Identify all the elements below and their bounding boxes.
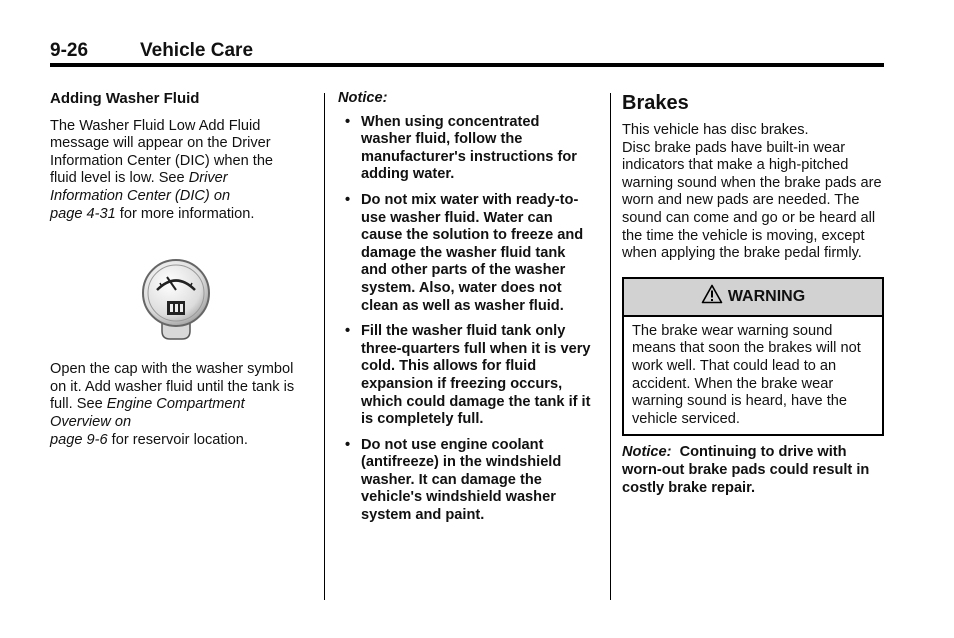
column-washer-fluid bbox=[50, 90, 300, 449]
warning-triangle-icon bbox=[701, 284, 723, 304]
open-cap-paragraph: Open the cap with the washer symbol on it. Add washer fluid until the tank is full. See Engine Compartment Overview on page 9-6 for reservoir location. bbox=[50, 361, 295, 448]
brakes-heading: Brakes bbox=[622, 92, 689, 114]
page-number: 9-26 bbox=[50, 40, 89, 61]
dic-link[interactable]: Driver Information Center (DIC) on bbox=[50, 170, 231, 204]
notice-label: Notice: bbox=[338, 90, 388, 106]
column-notice bbox=[338, 90, 593, 533]
column-divider-2 bbox=[610, 93, 611, 600]
list-item: • Do not mix water with ready-to-use washer fluid. Water can cause the solution to freeze and damage the washer fluid tank and other parts of the washer system. Also, water does not clean as well as washer fluid. bbox=[345, 191, 584, 314]
brakes-intro: This vehicle has disc brakes. bbox=[622, 122, 809, 138]
header-rule bbox=[50, 63, 884, 67]
engine-compartment-page-link[interactable]: page 9-6 bbox=[50, 431, 108, 448]
notice-text: Continuing to drive with worn-out brake pads could result in costly brake repair. bbox=[622, 444, 870, 496]
bullet-icon: • bbox=[345, 191, 351, 208]
notice-label: Notice: bbox=[622, 444, 672, 461]
warning-text: The brake wear warning sound means that soon the brakes will not work well. That could lead to an accident. When the brake wear warning sound is heard, have the vehicle serviced. bbox=[632, 322, 861, 427]
bullet-icon: • bbox=[345, 323, 351, 340]
warning-header bbox=[624, 279, 882, 317]
brake-notice bbox=[622, 444, 887, 497]
bullet-icon: • bbox=[345, 436, 351, 453]
engine-compartment-link[interactable]: Engine Compartment Overview on bbox=[50, 396, 245, 430]
warning-label: WARNING bbox=[727, 287, 806, 305]
list-item: • Do not use engine coolant (antifreeze) in the windshield washer. It can damage the vehicle's windshield washer system and paint. bbox=[345, 436, 562, 524]
washer-fluid-symbol-icon bbox=[140, 257, 212, 343]
brakes-paragraph: Disc brake pads have built-in wear indicators that make a high-pitched warning sound when the brake pads are worn and new pads are needed. The sound can come and go or be heard all the time the vehicle is moving, except when applying the brake pedal firmly. bbox=[622, 139, 882, 262]
section-title: Vehicle Care bbox=[140, 40, 254, 61]
dic-page-link[interactable]: page 4-31 bbox=[50, 205, 116, 222]
notice-list bbox=[338, 114, 593, 525]
list-item: • Fill the washer fluid tank only three-quarters full when it is very cold. This allows for fluid expansion if freezing occurs, which could damage the tank if it is completely full. bbox=[345, 323, 591, 428]
warning-box bbox=[622, 277, 884, 437]
column-brakes bbox=[622, 90, 887, 497]
column-divider-1 bbox=[324, 93, 325, 600]
bullet-icon: • bbox=[345, 113, 351, 130]
section-heading: Adding Washer Fluid bbox=[50, 90, 200, 107]
washer-low-paragraph: The Washer Fluid Low Add Fluid message will appear on the Driver Information Center (DIC) when the fluid level is low. See Driver Information Center (DIC) on page 4-31 for more information. bbox=[50, 117, 274, 222]
list-item: • When using concentrated washer fluid, follow the manufacturer's instructions for adding water. bbox=[345, 113, 577, 183]
